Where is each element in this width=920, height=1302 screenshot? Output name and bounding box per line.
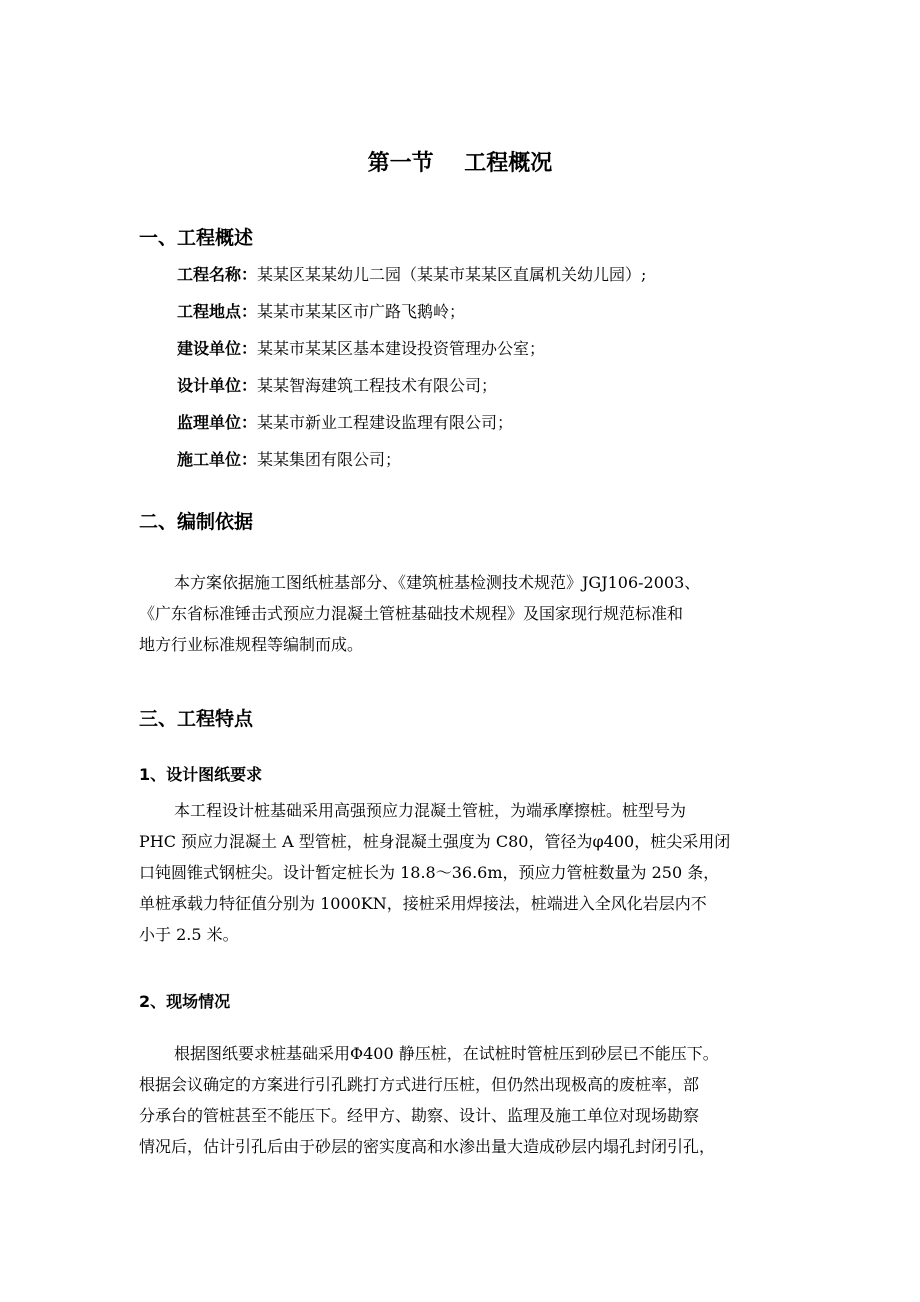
paragraph-line: PHC 预应力混凝土 A 型管桩，桩身混凝土强度为 C80，管径为φ400，桩尖采用闭 — [139, 832, 731, 851]
info-label: 监理单位： — [177, 413, 258, 432]
basis-paragraph — [139, 567, 789, 660]
site-paragraph — [139, 1038, 789, 1162]
info-value: 某某市某某区市广路飞鹅岭； — [257, 302, 466, 321]
section-heading-features: 三、工程特点 — [139, 708, 254, 730]
paragraph-line: 分承台的管桩甚至不能压下。经甲方、勘察、设计、监理及施工单位对现场勘察 — [139, 1106, 700, 1125]
section-heading-basis: 二、编制依据 — [139, 511, 254, 533]
info-value: 某某区某某幼儿二园（某某市某某区直属机关幼儿园）; — [257, 265, 647, 284]
info-value: 某某集团有限公司； — [257, 450, 402, 469]
info-row-supervision-unit — [177, 404, 646, 441]
paragraph-line: 本工程设计桩基础采用高强预应力混凝土管桩，为端承摩擦桩。桩型号为 — [174, 801, 687, 820]
paragraph-line: 根据图纸要求桩基础采用Φ400 静压桩，在试桩时管桩压到砂层已不能压下。 — [174, 1044, 719, 1063]
subsection-heading-site: 2、现场情况 — [139, 992, 231, 1011]
info-row-project-name — [177, 256, 646, 293]
info-label: 设计单位： — [177, 376, 258, 395]
info-label: 建设单位： — [177, 339, 258, 358]
info-row-project-location — [177, 293, 646, 330]
paragraph-line: 口钝圆锥式钢桩尖。设计暂定桩长为 18.8～36.6m，预应力管桩数量为 250 条， — [139, 863, 720, 882]
section-heading-overview: 一、工程概述 — [139, 227, 254, 249]
page-title: 第一节 工程概况 — [367, 151, 553, 176]
project-info-list — [177, 256, 646, 478]
paragraph-line: 《广东省标准锤击式预应力混凝土管桩基础技术规程》及国家现行规范标准和 — [139, 604, 684, 623]
subsection-heading-design: 1、设计图纸要求 — [139, 765, 263, 784]
paragraph-line: 情况后，估计引孔后由于砂层的密实度高和水渗出量大造成砂层内塌孔封闭引孔， — [139, 1137, 716, 1156]
info-value: 某某市新业工程建设监理有限公司； — [257, 413, 514, 432]
info-row-design-unit — [177, 367, 646, 404]
info-value: 某某智海建筑工程技术有限公司； — [257, 376, 498, 395]
paragraph-line: 单桩承载力特征值分别为 1000KN，接桩采用焊接法，桩端进入全风化岩层内不 — [139, 894, 707, 913]
paragraph-line: 地方行业标准规程等编制而成。 — [139, 635, 364, 654]
info-label: 施工单位： — [177, 450, 258, 469]
info-label: 工程名称： — [177, 265, 258, 284]
paragraph-line: 本方案依据施工图纸桩基部分、《建筑桩基检测技术规范》JGJ106-2003、 — [174, 573, 701, 592]
info-row-construction-unit — [177, 330, 646, 367]
info-row-contractor — [177, 441, 646, 478]
design-paragraph — [139, 795, 789, 950]
info-label: 工程地点： — [177, 302, 258, 321]
paragraph-line: 根据会议确定的方案进行引孔跳打方式进行压桩，但仍然出现极高的废桩率，部 — [139, 1075, 700, 1094]
info-value: 某某市某某区基本建设投资管理办公室； — [257, 339, 546, 358]
paragraph-line: 小于 2.5 米。 — [139, 925, 239, 944]
